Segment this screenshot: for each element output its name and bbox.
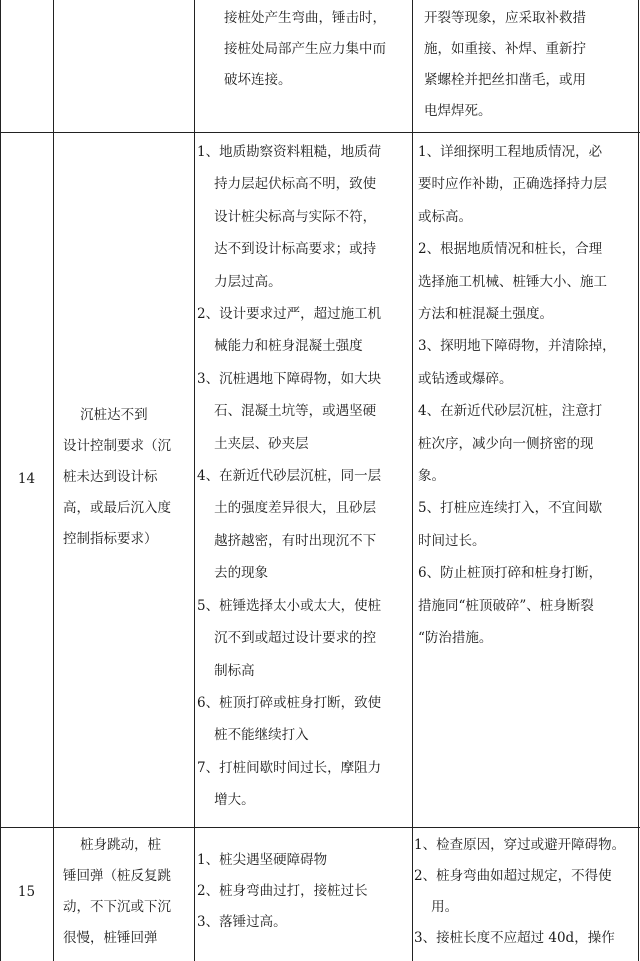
row-13-remedy-line: 紧螺栓并把丝扣凿毛，或用 (424, 72, 586, 88)
row-14-remedy-line: 2、根据地质情况和桩长，合理 (418, 241, 603, 258)
row-14-cause-line: 7、打桩间歇时间过长，摩阻力 (197, 759, 382, 776)
row-14-remedy-line: 5、打桩应连续打入，不宜间歇 (418, 500, 603, 517)
table-divider-number (53, 0, 54, 961)
row-15-name-line: 桩身跳动，桩 (63, 837, 162, 853)
row-14-remedy-line: 方法和桩混凝土强度。 (418, 306, 553, 323)
row-14-cause-line: 3、沉桩遇地下障碍物，如大块 (197, 370, 382, 387)
row-separator-14-15 (0, 827, 640, 828)
row-14-cause-cell (197, 136, 411, 817)
row-14-remedy-line: 6、防止桩顶打碎和桩身打断， (418, 565, 603, 582)
row-14-cause-line: 设计桩尖标高与实际不符， (197, 208, 377, 225)
row-15-cause-line: 2、桩身弯曲过打，接桩过长 (197, 883, 368, 899)
row-15-number: 15 (17, 884, 36, 900)
row-14-remedy-line: 时间过长。 (418, 532, 486, 549)
row-14-cause-line: 6、桩顶打碎或桩身打断，致使 (197, 694, 382, 711)
row-13-cause-line: 接桩处局部产生应力集中而 (224, 41, 386, 57)
row-14-remedy-line: 象。 (418, 468, 445, 485)
row-13-remedy-cell (424, 3, 636, 127)
row-13-remedy-line: 施，如重接、补焊、重新拧 (424, 41, 586, 57)
row-14-cause-line: 越挤越密，有时出现沉不下 (197, 532, 377, 549)
row-15-cause-cell (197, 845, 411, 938)
row-13-cause-line: 破坏连接。 (224, 72, 292, 88)
row-14-cause-line: 土夹层、砂夹层 (197, 435, 309, 452)
table-divider-cause (412, 0, 413, 961)
row-13-cause-cell (224, 3, 410, 96)
row-14-cause-line: 增大。 (197, 792, 255, 809)
row-14-cause-line: 2、设计要求过严，超过施工机 (197, 306, 382, 323)
row-15-remedy-line: 1、检查原因，穿过或避开障碍物。 (414, 837, 626, 853)
row-14-name-line: 沉桩达不到 (63, 407, 148, 423)
row-15-name-line: 动，不下沉或下沉 (63, 899, 171, 915)
row-15-remedy-cell (414, 830, 636, 954)
row-14-remedy-line: 或钻透或爆碎。 (418, 370, 513, 387)
row-14-cause-line: 土的强度差异很大，且砂层 (197, 500, 377, 517)
row-14-cause-line: 1、地质勘察资料粗糙，地质荷 (197, 144, 382, 160)
table-divider-name (194, 0, 195, 961)
row-14-remedy-line: 4、在新近代砂层沉桩，注意打 (418, 403, 603, 420)
row-15-name-line: 很慢，桩锤回弹 (63, 930, 158, 946)
row-14-cause-line: 制标高 (197, 662, 255, 679)
row-14-cause-line: 5、桩锤选择太小或太大，使桩 (197, 597, 382, 614)
row-14-number: 14 (17, 471, 36, 487)
row-14-remedy-line: 1、详细探明工程地质情况，必 (418, 144, 603, 160)
row-14-remedy-line: 或标高。 (418, 208, 472, 225)
row-14-cause-line: 持力层起伏标高不明，致使 (197, 176, 377, 193)
row-separator-13-14 (0, 132, 640, 133)
row-14-name-line: 桩未达到设计标 (63, 469, 158, 485)
row-15-remedy-line: 用。 (414, 899, 459, 915)
row-15-cause-line: 1、桩尖遇坚硬障碍物 (197, 852, 328, 868)
row-14-name-line: 控制指标要求） (63, 531, 158, 547)
row-15-cause-line: 3、落锤过高。 (197, 914, 287, 930)
row-14-remedy-cell (418, 136, 636, 655)
row-14-name-line: 高，或最后沉入度 (63, 500, 171, 516)
row-14-cause-line: 械能力和桩身混凝土强度 (197, 338, 363, 355)
row-14-remedy-line: 3、探明地下障碍物，并清除掉， (418, 338, 616, 355)
row-13-cause-line: 接桩处产生弯曲，锤击时， (224, 10, 386, 26)
row-14-cause-line: 达不到设计标高要求；或持 (197, 241, 377, 258)
row-14-remedy-line: 措施同“桩顶破碎”、桩身断裂 (418, 597, 594, 614)
row-14-cause-line: 去的现象 (197, 565, 269, 582)
row-14-remedy-line: 要时应作补勘，正确选择持力层 (418, 176, 607, 193)
row-13-remedy-line: 电焊焊死。 (424, 103, 492, 119)
row-14-name-line: 设计控制要求（沉 (63, 438, 171, 454)
row-14-remedy-line: 桩次序，减少向一侧挤密的现 (418, 435, 594, 452)
row-15-remedy-line: 2、桩身弯曲如超过规定，不得使 (414, 868, 612, 884)
row-14-cause-line: 石、混凝土坑等，或遇坚硬 (197, 403, 377, 420)
row-14-name-cell (63, 400, 191, 555)
row-14-cause-line: 桩不能继续打入 (197, 727, 309, 744)
row-14-remedy-line: “防治措施。 (418, 630, 493, 647)
row-15-remedy-line: 3、接桩长度不应超过 40d，操作 (414, 930, 615, 946)
table-border-right (638, 0, 639, 961)
row-14-cause-line: 沉不到或超过设计要求的控 (197, 630, 377, 647)
row-14-cause-line: 力层过高。 (197, 273, 282, 290)
row-14-remedy-line: 选择施工机械、桩锤大小、施工 (418, 273, 607, 290)
row-15-name-cell (63, 830, 191, 954)
row-13-remedy-line: 开裂等现象，应采取补救措 (424, 10, 586, 26)
row-14-cause-line: 4、在新近代砂层沉桩，同一层 (197, 468, 382, 485)
row-15-name-line: 锤回弹（桩反复跳 (63, 868, 171, 884)
